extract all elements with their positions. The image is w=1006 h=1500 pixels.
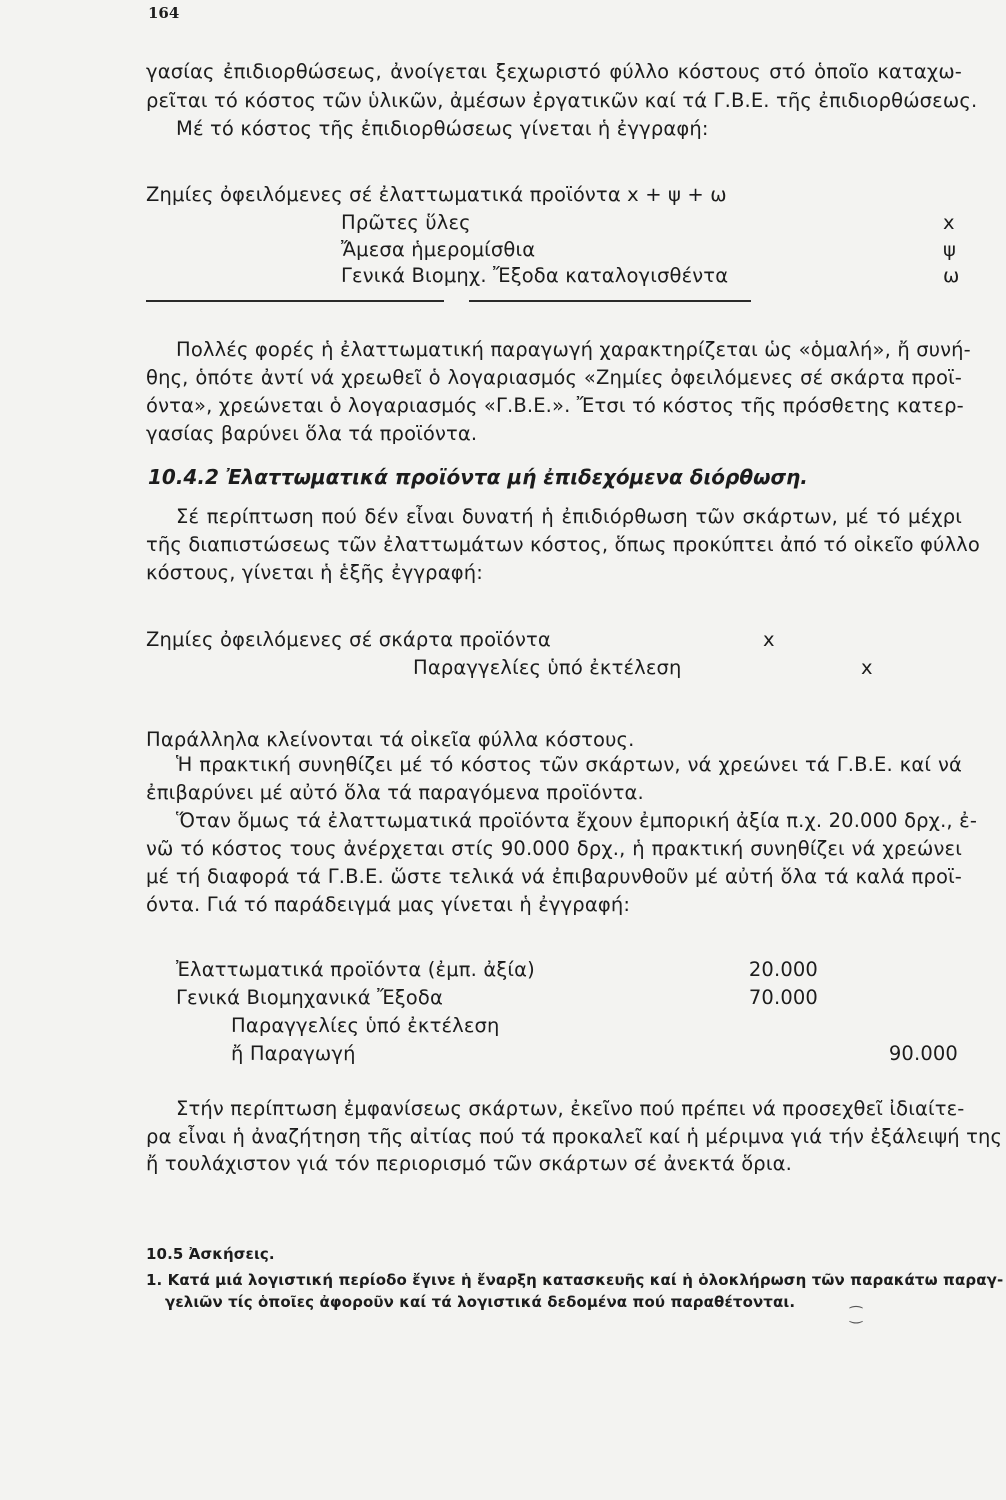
entry3-credit-label-2: ἤ Παραγωγή xyxy=(231,1042,356,1065)
page-number: 164 xyxy=(148,4,180,22)
para4-line-4: Ὅταν ὅμως τά ἐλαττωματικά προϊόντα ἔχουν ἐμπορική ἀξία π.χ. 20.000 δρχ., ἐ- xyxy=(176,809,978,832)
para5-line-3: ἤ τουλάχιστον γιά τόν περιορισμό τῶν σκάρτων σέ ἀνεκτά ὅρια. xyxy=(146,1152,792,1175)
entry3-debit2-label: Γενικά Βιομηχανικά Ἔξοδα xyxy=(176,986,443,1009)
entry3-debit2-value: 70.000 xyxy=(748,986,818,1009)
entry3-debit1-label: Ἐλαττωματικά προϊόντα (ἐμπ. ἀξία) xyxy=(176,958,535,981)
para3-line-3: κόστους, γίνεται ἡ ἑξῆς ἐγγραφή: xyxy=(146,561,483,584)
entry1-credit-3-label: Γενικά Βιομηχ. Ἔξοδα καταλογισθέντα xyxy=(341,264,729,287)
para5-line-2: ρα εἶναι ἡ ἀναζήτηση τῆς αἰτίας πού τά προκαλεῖ καί ἡ μέριμνα γιά τήν ἐξάλειψή της xyxy=(146,1125,1003,1148)
entry1-credit-2-value: ψ xyxy=(943,238,957,261)
entry2-debit-label: Ζημίες ὀφειλόμενες σέ σκάρτα προϊόντα xyxy=(146,628,551,651)
para2-line-3: όντα», χρεώνεται ὁ λογαριασμός «Γ.Β.Ε.». Ἔτσι τό κόστος τῆς πρόσθετης κατερ- xyxy=(146,394,964,417)
entry1-credit-1-value: x xyxy=(943,211,955,234)
entry3-credit-value: 90.000 xyxy=(888,1042,958,1065)
para2-line-2: θης, ὁπότε ἀντί νά χρεωθεῖ ὁ λογαριασμός «Ζημίες ὀφειλόμενες σέ σκάρτα προϊ- xyxy=(146,366,962,389)
para2-line-1: Πολλές φορές ἡ ἐλαττωματική παραγωγή χαρακτηρίζεται ὡς «ὁμαλή», ἤ συνή- xyxy=(176,338,971,361)
entry1-credit-3-value: ω xyxy=(943,264,960,287)
para4-line-5: νῶ τό κόστος τους ἀνέρχεται στίς 90.000 δρχ., ἡ πρακτική συνηθίζει νά χρεώνει xyxy=(146,837,962,860)
para4-line-1: Παράλληλα κλείνονται τά οἰκεῖα φύλλα κόστους. xyxy=(146,728,635,751)
entry3-credit-label-1: Παραγγελίες ὑπό ἐκτέλεση xyxy=(231,1014,500,1037)
entry2-credit-value: x xyxy=(861,656,873,679)
entry1-credit-2-label: Ἄμεσα ἡμερομίσθια xyxy=(341,238,536,261)
entry1-debit-label: Ζημίες ὀφειλόμενες σέ ἐλαττωματικά προϊόντα x + ψ + ω xyxy=(146,183,727,206)
para3-line-2: τῆς διαπιστώσεως τῶν ἐλαττωμάτων κόστος, ὅπως προκύπτει ἀπό τό οἰκεῖο φύλλο xyxy=(146,533,980,556)
exercise-1-line-1: 1. Κατά μιά λογιστική περίοδο ἔγινε ἡ ἔναρξη κατασκευῆς καί ἡ ὁλοκλήρωση τῶν παρακάτω παραγ- xyxy=(146,1271,1004,1289)
para4-line-3: ἐπιβαρύνει μέ αὐτό ὅλα τά παραγόμενα προϊόντα. xyxy=(146,781,644,804)
intro-line-2: ρεῖται τό κόστος τῶν ὑλικῶν, ἀμέσων ἐργατικῶν καί τά Γ.Β.Ε. τῆς ἐπιδιορθώσεως. xyxy=(146,89,978,112)
section-heading: 10.4.2 Ἐλαττωματικά προϊόντα μή ἐπιδεχόμενα διόρθωση. xyxy=(148,465,808,489)
entry3-debit1-value: 20.000 xyxy=(748,958,818,981)
exercises-title: 10.5 Ἀσκήσεις. xyxy=(146,1245,275,1263)
entry2-debit-value: x xyxy=(763,628,775,651)
entry2-credit-label: Παραγγελίες ὑπό ἐκτέλεση xyxy=(413,656,682,679)
para5-line-1: Στήν περίπτωση ἐμφανίσεως σκάρτων, ἐκεῖνο πού πρέπει νά προσεχθεῖ ἰδιαίτε- xyxy=(176,1097,965,1120)
para4-line-6: μέ τή διαφορά τά Γ.Β.Ε. ὥστε τελικά νά ἐπιβαρυνθοῦν μέ αὐτή ὅλα τά καλά προϊ- xyxy=(146,865,962,888)
intro-line-3: Μέ τό κόστος τῆς ἐπιδιορθώσεως γίνεται ἡ ἐγγραφή: xyxy=(176,117,709,140)
para3-line-1: Σέ περίπτωση πού δέν εἶναι δυνατή ἡ ἐπιδιόρθωση τῶν σκάρτων, μέ τό μέχρι xyxy=(176,505,962,528)
para4-line-7: όντα. Γιά τό παράδειγμά μας γίνεται ἡ ἐγγραφή: xyxy=(146,893,631,916)
para2-line-4: γασίας βαρύνει ὅλα τά προϊόντα. xyxy=(146,422,478,445)
entry1-rule-right xyxy=(469,300,751,302)
entry1-credit-1-label: Πρῶτες ὕλες xyxy=(341,211,471,234)
exercise-1-line-2: γελιῶν τίς ὁποῖες ἀφοροῦν καί τά λογιστικά δεδομένα πού παραθέτονται. xyxy=(165,1293,796,1311)
scan-mark: ⁐ xyxy=(850,1306,863,1324)
entry1-rule-left xyxy=(146,300,444,302)
intro-line-1: γασίας ἐπιδιορθώσεως, ἀνοίγεται ξεχωριστό φύλλο κόστους στό ὁποῖο καταχω- xyxy=(146,60,962,83)
para4-line-2: Ἡ πρακτική συνηθίζει μέ τό κόστος τῶν σκάρτων, νά χρεώνει τά Γ.Β.Ε. καί νά xyxy=(176,753,962,776)
